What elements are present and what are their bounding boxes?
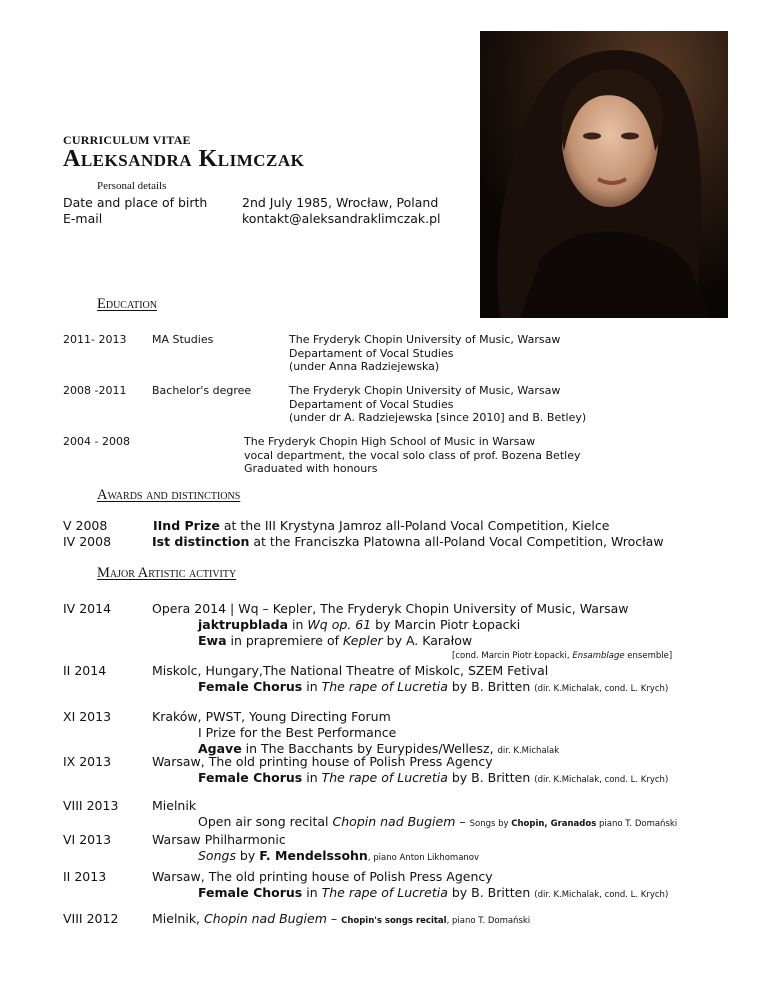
activity-role-line: Female Chorus in The rape of Lucretia by B. Britten (dir. K.Michalak, cond. L. Krych) (198, 770, 669, 785)
activity-date: IV 2014 (63, 601, 112, 616)
dob-value: 2nd July 1985, Wrocław, Poland (242, 195, 439, 210)
activity-date: II 2014 (63, 663, 107, 678)
education-years: 2011- 2013 (63, 333, 127, 346)
activity-role-line: Songs by F. Mendelssohn, piano Anton Likhomanov (198, 848, 480, 863)
award-text: at the III Krystyna Jamroz all-Poland Vocal Competition, Kielce (219, 518, 610, 533)
activity-line: Mielnik, Chopin nad Bugiem – Chopin's songs recital, piano T. Domański (152, 911, 531, 926)
education-years: 2004 - 2008 (63, 435, 130, 448)
personal-details-label: Personal details (97, 180, 167, 192)
education-line: Departament of Vocal Studies (289, 397, 454, 411)
award-prize: IInd Prize (153, 518, 220, 533)
award-date: IV 2008 (63, 534, 112, 549)
dob-label: Date and place of birth (63, 195, 208, 210)
education-degree: MA Studies (152, 333, 214, 346)
awards-heading: Awards and distinctions (97, 487, 241, 503)
activity-note: [cond. Marcin Piotr Łopacki, Ensamblage ensemble] (452, 651, 673, 661)
award-prize: Ist distinction (152, 534, 250, 549)
activity-role-line: Agave in The Bacchants by Eurypides/Wellesz, dir. K.Michalak (198, 741, 560, 756)
activity-date: XI 2013 (63, 709, 112, 724)
activity-line: Warsaw, The old printing house of Polish Press Agency (152, 869, 493, 884)
activity-heading: Major Artistic activity (97, 565, 237, 581)
activity-date: II 2013 (63, 869, 107, 884)
person-name: Aleksandra Klimczak (63, 146, 305, 172)
activity-role-line: jaktrupblada in Wq op. 61 by Marcin Piotr Łopacki (198, 617, 521, 632)
education-degree: Bachelor's degree (152, 384, 252, 397)
education-years: 2008 -2011 (63, 384, 127, 397)
education-line: Departament of Vocal Studies (289, 346, 454, 360)
activity-line: Warsaw, The old printing house of Polish Press Agency (152, 754, 493, 769)
activity-role-line: Female Chorus in The rape of Lucretia by B. Britten (dir. K.Michalak, cond. L. Krych) (198, 885, 669, 900)
activity-date: VIII 2013 (63, 798, 119, 813)
education-line: The Fryderyk Chopin University of Music, Warsaw (289, 333, 561, 346)
activity-role-line: Open air song recital Chopin nad Bugiem – Songs by Chopin, Granados piano T. Domański (198, 814, 678, 829)
activity-note: (dir. K.Michalak, cond. L. Krych) (534, 890, 669, 900)
activity-note: dir. K.Michalak (497, 746, 560, 756)
activity-line: Kraków, PWST, Young Directing Forum (152, 709, 391, 724)
portrait-photo (480, 31, 728, 318)
award-text: at the Franciszka Platowna all-Poland Vocal Competition, Wrocław (249, 534, 664, 549)
activity-line: Mielnik (152, 798, 197, 813)
activity-note: (dir. K.Michalak, cond. L. Krych) (534, 684, 669, 694)
education-institution (289, 384, 586, 425)
email-label: E-mail (63, 211, 103, 226)
education-line: (under Anna Radziejewska) (289, 360, 440, 373)
activity-note: (dir. K.Michalak, cond. L. Krych) (534, 775, 669, 785)
award-item (153, 518, 609, 534)
award-item (152, 534, 664, 550)
education-line: vocal department, the vocal solo class of prof. Bozena Betley (244, 448, 581, 462)
activity-note: Songs by Chopin, Granados piano T. Domański (469, 819, 678, 829)
education-line: Graduated with honours (244, 462, 378, 475)
education-line: (under dr A. Radziejewska [since 2010] and B. Betley) (289, 411, 587, 424)
award-date: V 2008 (63, 518, 108, 533)
activity-line: I Prize for the Best Performance (198, 725, 397, 740)
education-line: The Fryderyk Chopin University of Music, Warsaw (289, 384, 561, 397)
activity-line: Opera 2014 | Wq – Kepler, The Fryderyk Chopin University of Music, Warsaw (152, 601, 629, 616)
activity-date: VIII 2012 (63, 911, 119, 926)
education-line: The Fryderyk Chopin High School of Music in Warsaw (244, 435, 536, 448)
email-value[interactable]: kontakt@aleksandraklimczak.pl (242, 211, 441, 226)
education-institution (244, 435, 580, 476)
education-institution (289, 333, 560, 374)
activity-role-line: Ewa in prapremiere of Kepler by A. Karałow (198, 633, 473, 648)
activity-role-line: Female Chorus in The rape of Lucretia by B. Britten (dir. K.Michalak, cond. L. Krych) (198, 679, 669, 694)
education-heading: Education (97, 296, 157, 312)
activity-date: IX 2013 (63, 754, 112, 769)
activity-date: VI 2013 (63, 832, 112, 847)
activity-line: Miskolc, Hungary,The National Theatre of Miskolc, SZEM Fetival (152, 663, 549, 678)
activity-line: Warsaw Philharmonic (152, 832, 286, 847)
cv-heading: CURRICULUM VITAE (63, 133, 191, 147)
